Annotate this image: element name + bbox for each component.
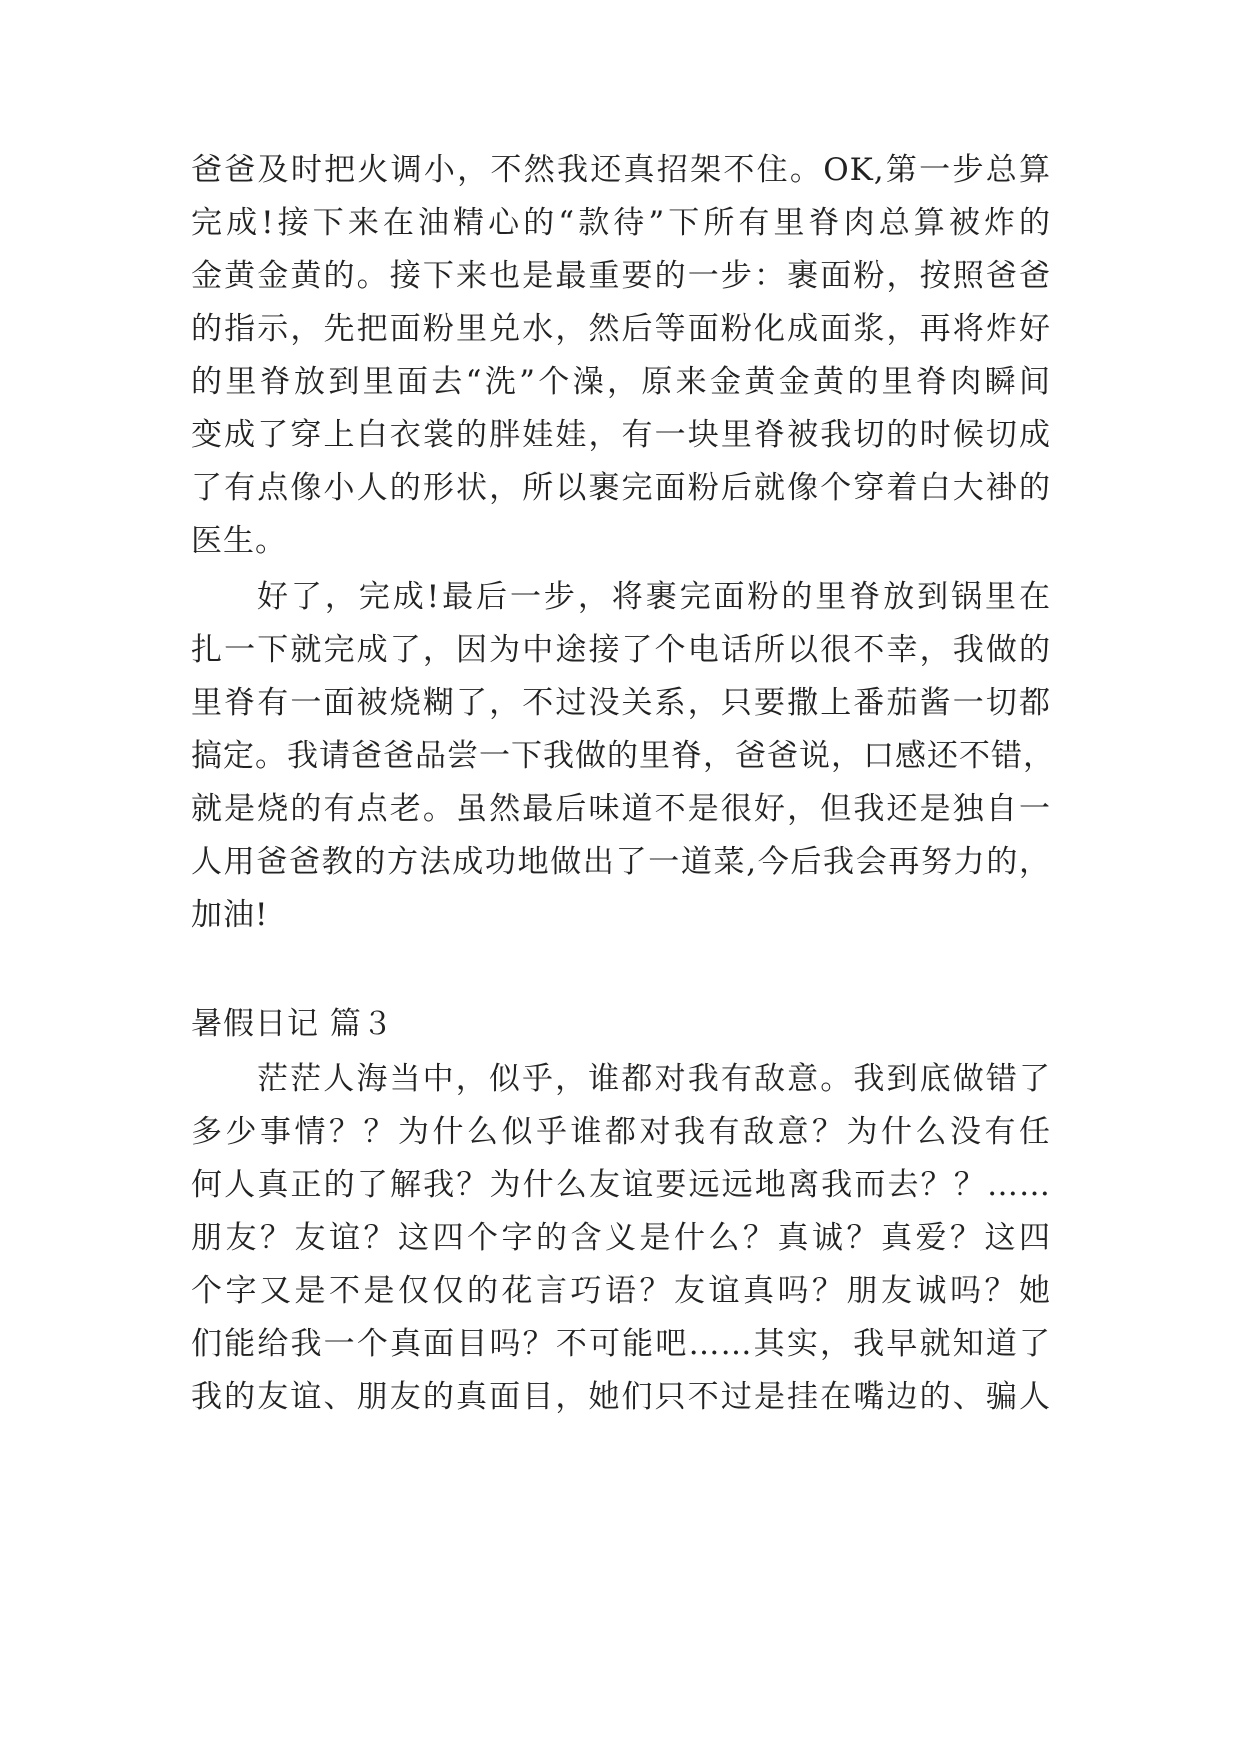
body-text-line: 扎一下就完成了，因为中途接了个电话所以很不幸，我做的 xyxy=(191,632,1051,668)
body-text-line: 了有点像小人的形状，所以裹完面粉后就像个穿着白大褂的 xyxy=(191,470,1051,506)
section-title: 暑假日记 篇３ xyxy=(191,1006,394,1042)
body-text-line: 金黄金黄的。接下来也是最重要的一步：裹面粉，按照爸爸 xyxy=(191,258,1051,294)
body-text-line: 的里脊放到里面去“洗”个澡，原来金黄金黄的里脊肉瞬间 xyxy=(191,364,1051,400)
body-text-line: 何人真正的了解我？为什么友谊要远远地离我而去？？…… xyxy=(191,1167,1051,1203)
body-text-line: 医生。 xyxy=(191,523,287,559)
body-text-line: 加油! xyxy=(191,897,269,933)
body-text-line: 多少事情？？为什么似乎谁都对我有敌意？为什么没有任 xyxy=(191,1114,1051,1150)
body-text-line: 们能给我一个真面目吗？不可能吧……其实，我早就知道了 xyxy=(191,1326,1051,1362)
body-text-line: 变成了穿上白衣裳的胖娃娃，有一块里脊被我切的时候切成 xyxy=(191,417,1051,453)
body-text-line: 就是烧的有点老。虽然最后味道不是很好，但我还是独自一 xyxy=(191,791,1051,827)
body-text-line: 我的友谊、朋友的真面目，她们只不过是挂在嘴边的、骗人 xyxy=(191,1379,1051,1415)
body-text-line: 搞定。我请爸爸品尝一下我做的里脊，爸爸说，口感还不错， xyxy=(191,738,1055,774)
body-text-line: 完成!接下来在油精心的“款待”下所有里脊肉总算被炸的 xyxy=(191,205,1051,241)
body-text-line: 朋友？友谊？这四个字的含义是什么？真诚？真爱？这四 xyxy=(191,1220,1051,1256)
body-text-line: 里脊有一面被烧糊了，不过没关系，只要撒上番茄酱一切都 xyxy=(191,685,1051,721)
body-text-line: 人用爸爸教的方法成功地做出了一道菜,今后我会再努力的， xyxy=(191,844,1051,880)
body-text-line: 爸爸及时把火调小，不然我还真招架不住。OK,第一步总算 xyxy=(191,152,1051,188)
body-text-line: 的指示，先把面粉里兑水，然后等面粉化成面浆，再将炸好 xyxy=(191,311,1051,347)
body-text-line: 个字又是不是仅仅的花言巧语？友谊真吗？朋友诚吗？她 xyxy=(191,1273,1051,1309)
body-text-line: 好了，完成!最后一步，将裹完面粉的里脊放到锅里在 xyxy=(257,579,1051,615)
body-text-line: 茫茫人海当中，似乎，谁都对我有敌意。我到底做错了 xyxy=(257,1061,1051,1097)
